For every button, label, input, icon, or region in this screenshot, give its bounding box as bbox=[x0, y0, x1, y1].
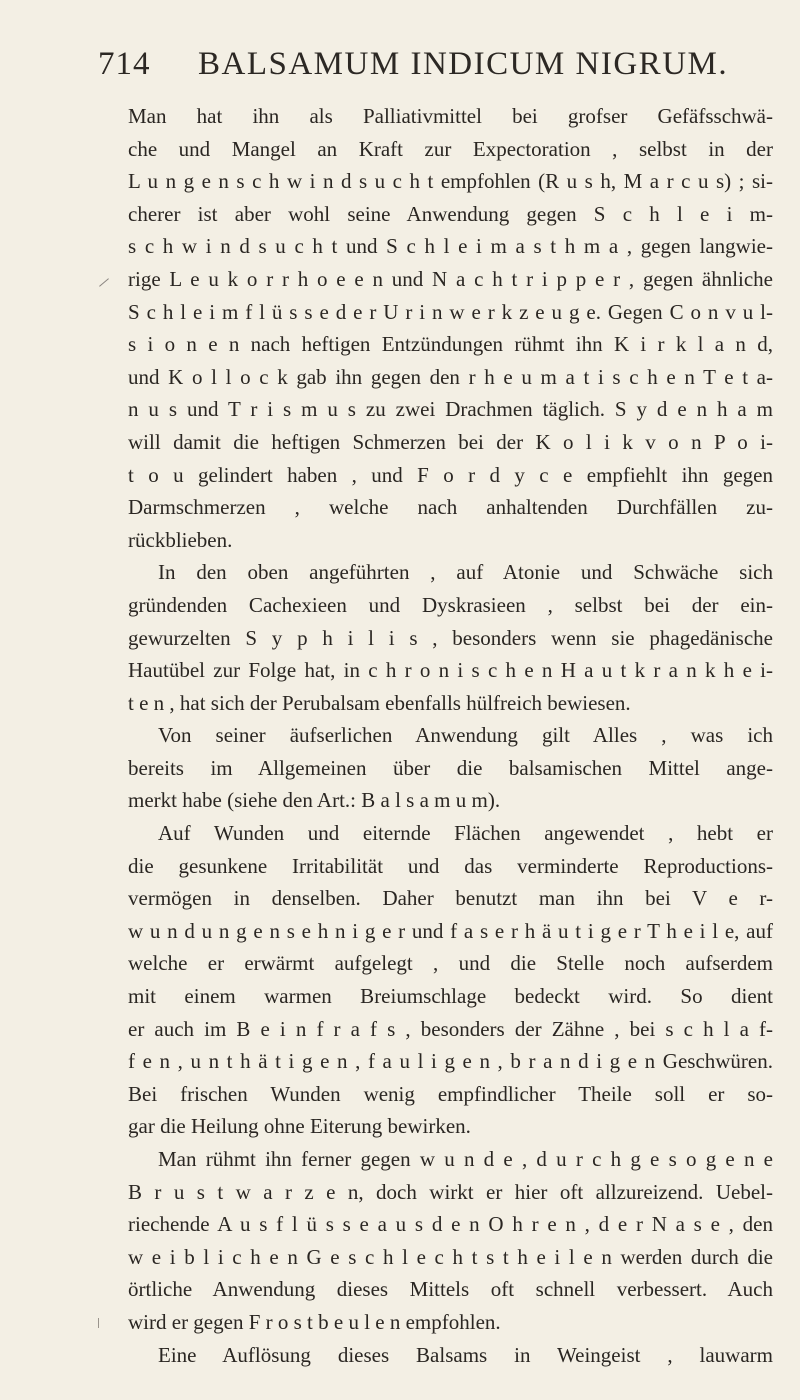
margin-mark bbox=[98, 1318, 99, 1328]
text-line: cherer ist aber wohl seine Anwendung gegen S c h l e i m- bbox=[128, 201, 773, 226]
running-title: BALSAMUM INDICUM NIGRUM. bbox=[198, 46, 729, 82]
text-line: B r u s t w a r z e n, doch wirkt er hier oft allzureizend. Uebel- bbox=[128, 1179, 773, 1204]
text-line: gründenden Cachexieen und Dyskrasieen , selbst bei der ein- bbox=[128, 592, 773, 617]
text-line: n u s und T r i s m u s zu zwei Drachmen täglich. S y d e n h a m bbox=[128, 397, 773, 422]
text-line: mit einem warmen Breiumschlage bedeckt wird. So dient bbox=[128, 984, 773, 1009]
body-text bbox=[128, 100, 773, 1371]
text-line: gewurzelten S y p h i l i s , besonders wenn sie phagedänische bbox=[128, 625, 773, 650]
text-line: rige L e u k o r r h o e e n und N a c h t r i p p e r , gegen ähnliche bbox=[128, 266, 773, 291]
text-line: t e n , hat sich der Perubalsam ebenfalls hülfreich bewiesen. bbox=[128, 690, 631, 715]
text-line: s c h w i n d s u c h t und S c h l e i m a s t h m a , gegen langwie- bbox=[128, 234, 773, 259]
text-line: örtliche Anwendung dieses Mittels oft schnell verbessert. Auch bbox=[128, 1277, 773, 1302]
text-line: gar die Heilung ohne Eiterung bewirken. bbox=[128, 1114, 471, 1139]
text-line: Hautübel zur Folge hat, in c h r o n i s c h e n H a u t k r a n k h e i- bbox=[128, 658, 773, 683]
text-line: f e n , u n t h ä t i g e n , f a u l i g e n , b r a n d i g e n Geschwüren. bbox=[128, 1049, 773, 1074]
text-line: und K o l l o c k gab ihn gegen den r h e u m a t i s c h e n T e t a- bbox=[128, 364, 773, 389]
text-line: s i o n e n nach heftigen Entzündungen rühmt ihn K i r k l a n d, bbox=[128, 332, 773, 357]
text-line: che und Mangel an Kraft zur Expectoration , selbst in der bbox=[128, 136, 773, 161]
text-line: Man hat ihn als Palliativmittel bei grofser Gefäfsschwä- bbox=[128, 104, 773, 128]
text-line: welche er erwärmt aufgelegt , und die Stelle noch aufserdem bbox=[128, 951, 773, 976]
margin-pencil-mark bbox=[99, 278, 109, 286]
text-line: die gesunkene Irritabilität und das verminderte Reproductions- bbox=[128, 853, 773, 878]
text-line: w e i b l i c h e n G e s c h l e c h t s t h e i l e n werden durch die bbox=[128, 1244, 773, 1269]
text-line: Man rühmt ihn ferner gegen w u n d e , d u r c h g e s o g e n e bbox=[158, 1147, 773, 1171]
text-line: Von seiner äufserlichen Anwendung gilt Alles , was ich bbox=[158, 723, 773, 748]
text-line: S c h l e i m f l ü s s e d e r U r i n w e r k z e u g e. Gegen C o n v u l- bbox=[128, 299, 773, 324]
text-line: Eine Auflösung dieses Balsams in Weingeist , lauwarm bbox=[158, 1342, 773, 1367]
text-line: In den oben angeführten , auf Atonie und Schwäche sich bbox=[158, 560, 773, 585]
text-line: Bei frischen Wunden wenig empfindlicher Theile soll er so- bbox=[128, 1081, 773, 1106]
page-number: 714 bbox=[98, 46, 151, 82]
text-line: w u n d u n g e n s e h n i g e r und f a s e r h ä u t i g e r T h e i l e, auf bbox=[128, 918, 773, 943]
text-line: merkt habe (siehe den Art.: B a l s a m u m). bbox=[128, 788, 501, 813]
text-line: wird er gegen F r o s t b e u l e n empfohlen. bbox=[128, 1309, 501, 1334]
text-line: vermögen in denselben. Daher benutzt man ihn bei V e r- bbox=[128, 886, 773, 911]
text-line: L u n g e n s c h w i n d s u c h t empfohlen (R u s h, M a r c u s) ; si- bbox=[128, 169, 773, 194]
text-line: er auch im B e i n f r a f s , besonders der Zähne , bei s c h l a f- bbox=[128, 1016, 773, 1041]
text-line: bereits im Allgemeinen über die balsamischen Mittel ange- bbox=[128, 755, 773, 780]
text-line: t o u gelindert haben , und F o r d y c e empfiehlt ihn gegen bbox=[128, 462, 773, 487]
running-head bbox=[98, 46, 738, 96]
text-line: riechende A u s f l ü s s e a u s d e n O h r e n , d e r N a s e , den bbox=[128, 1212, 773, 1237]
text-line: will damit die heftigen Schmerzen bei der K o l i k v o n P o i- bbox=[128, 429, 773, 454]
text-line: Darmschmerzen , welche nach anhaltenden Durchfällen zu- bbox=[128, 495, 773, 520]
text-line: rückblieben. bbox=[128, 527, 233, 552]
text-line: Auf Wunden und eiternde Flächen angewendet , hebt er bbox=[158, 821, 773, 846]
